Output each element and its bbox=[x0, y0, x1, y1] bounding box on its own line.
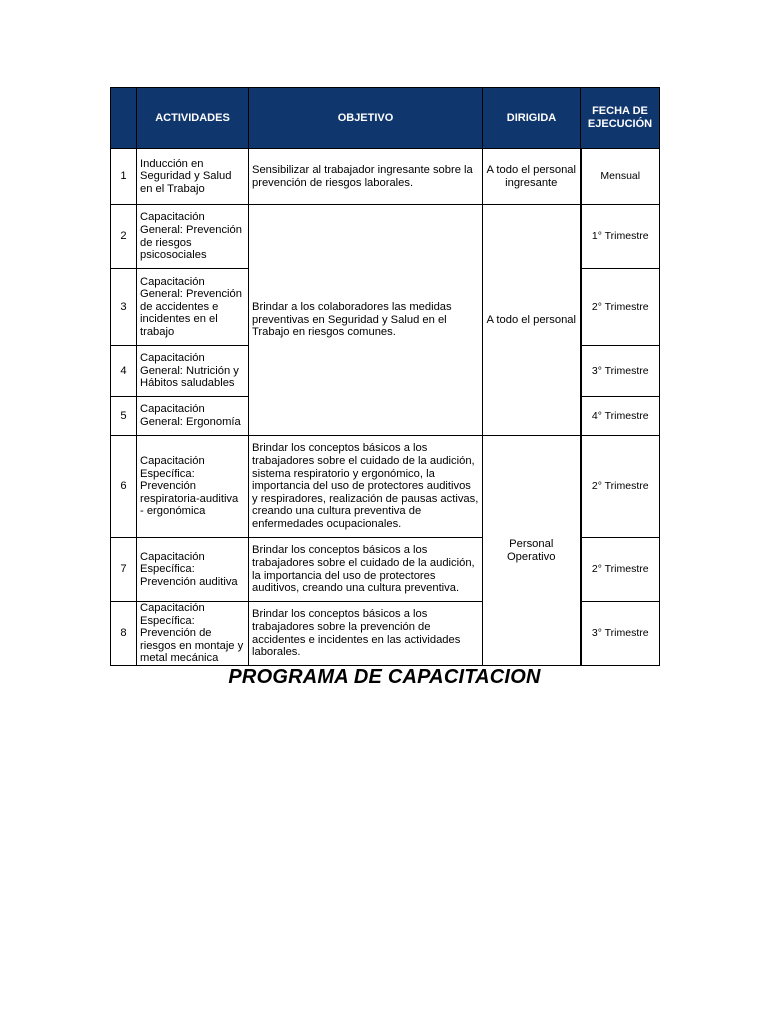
row-number: 1 bbox=[111, 149, 137, 205]
audience-cell: A todo el personal ingresante bbox=[483, 149, 581, 205]
activity-cell: Capacitación General: Ergonomía bbox=[137, 397, 249, 436]
activity-cell: Capacitación General: Prevención de accidentes e incidentes en el trabajo bbox=[137, 269, 249, 346]
date-cell: 2° Trimestre bbox=[581, 538, 660, 602]
row-number: 6 bbox=[111, 436, 137, 538]
objective-cell: Sensibilizar al trabajador ingresante sobre la prevención de riesgos laborales. bbox=[249, 149, 483, 205]
audience-cell: A todo el personal bbox=[483, 205, 581, 436]
objective-cell: Brindar los conceptos básicos a los trabajadores sobre la prevención de accidentes e incidentes en las actividades laborales. bbox=[249, 602, 483, 666]
row-number: 3 bbox=[111, 269, 137, 346]
date-cell: 1° Trimestre bbox=[581, 205, 660, 269]
training-program-table bbox=[110, 87, 660, 666]
audience-cell: Personal Operativo bbox=[483, 436, 581, 666]
date-cell: 2° Trimestre bbox=[581, 269, 660, 346]
page-title: PROGRAMA DE CAPACITACION bbox=[228, 666, 541, 688]
header-fecha: FECHA DE EJECUCIÓN bbox=[581, 88, 660, 149]
activity-cell: Capacitación Específica: Prevención auditiva bbox=[137, 538, 249, 602]
date-cell: 4° Trimestre bbox=[581, 397, 660, 436]
table-row bbox=[111, 205, 660, 269]
date-cell: 3° Trimestre bbox=[581, 346, 660, 397]
header-dirigida: DIRIGIDA bbox=[483, 88, 581, 149]
date-cell: Mensual bbox=[581, 149, 660, 205]
objective-cell: Brindar a los colaboradores las medidas preventivas en Seguridad y Salud en el Trabajo en riesgos comunes. bbox=[249, 205, 483, 436]
header-actividades: ACTIVIDADES bbox=[137, 88, 249, 149]
objective-cell: Brindar los conceptos básicos a los trabajadores sobre el cuidado de la audición, la importancia del uso de protectores auditivos, creando una cultura preventiva. bbox=[249, 538, 483, 602]
row-number: 8 bbox=[111, 602, 137, 666]
row-number: 4 bbox=[111, 346, 137, 397]
header-objetivo: OBJETIVO bbox=[249, 88, 483, 149]
activity-cell: Capacitación Específica: Prevención de riesgos en montaje y metal mecánica bbox=[137, 602, 249, 666]
table-header-row bbox=[111, 88, 660, 149]
row-number: 2 bbox=[111, 205, 137, 269]
activity-cell: Capacitación Específica: Prevención respiratoria-auditiva - ergonómica bbox=[137, 436, 249, 538]
activity-cell: Inducción en Seguridad y Salud en el Trabajo bbox=[137, 149, 249, 205]
header-number bbox=[111, 88, 137, 149]
table-row bbox=[111, 436, 660, 538]
table-row bbox=[111, 149, 660, 205]
row-number: 7 bbox=[111, 538, 137, 602]
activity-cell: Capacitación General: Prevención de riesgos psicosociales bbox=[137, 205, 249, 269]
objective-cell: Brindar los conceptos básicos a los trabajadores sobre el cuidado de la audición, sistema respiratorio y ergonómico, la importancia del uso de protectores auditivos y respiradores, realización de pausas activas, creando una cultura preventiva de enfermedades ocupacionales. bbox=[249, 436, 483, 538]
activity-cell: Capacitación General: Nutrición y Hábitos saludables bbox=[137, 346, 249, 397]
date-cell: 2° Trimestre bbox=[581, 436, 660, 538]
date-cell: 3° Trimestre bbox=[581, 602, 660, 666]
row-number: 5 bbox=[111, 397, 137, 436]
